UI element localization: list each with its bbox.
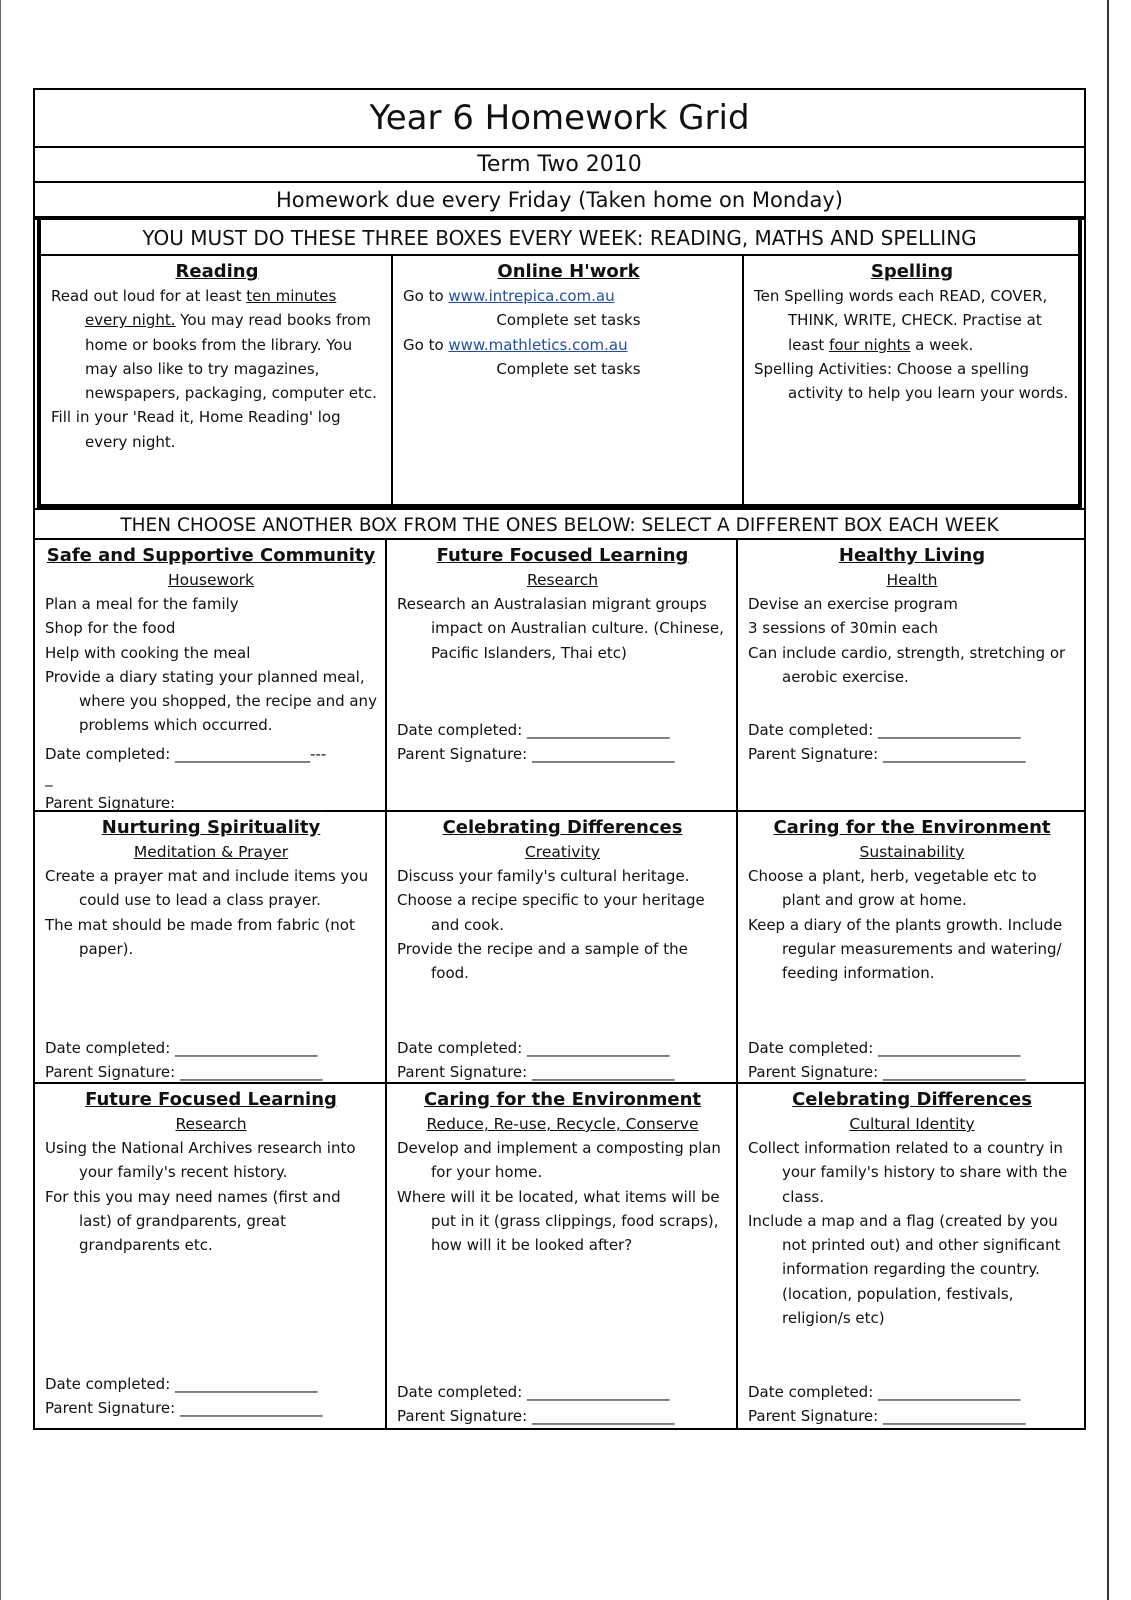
page-edge-right (1107, 0, 1109, 1600)
box-line: Provide the recipe and a sample of the food. (397, 939, 688, 983)
online-line-2: Go to www.mathletics.com.au (403, 335, 628, 354)
choice-box (35, 540, 385, 810)
box-subheading: Sustainability (859, 843, 965, 861)
box-heading: Future Focused Learning (85, 1089, 337, 1110)
reading-heading: Reading (175, 261, 259, 282)
box-subheading: Research (526, 571, 599, 589)
online-task-2: Complete set tasks (496, 359, 641, 378)
box-line: Research an Australasian migrant groups impact on Australian culture. (Chinese, Pacific Islanders, Thai etc) (397, 595, 724, 662)
mandatory-row (41, 256, 1078, 504)
box-line: Where will it be located, what items will be put in it (grass clippings, food scraps), how will it be looked after? (397, 1187, 720, 1255)
box-heading: Future Focused Learning (436, 545, 689, 566)
date-completed-field[interactable]: Date completed: ___________________ (748, 1039, 1021, 1057)
box-line: Provide a diary stating your planned meal, where you shopped, the recipe and any problems which occurred. (45, 667, 377, 735)
box-subheading: Meditation & Prayer (133, 843, 289, 861)
box-subheading: Housework (167, 571, 255, 589)
online-line-1: Go to www.intrepica.com.au (403, 287, 615, 305)
choice-box (385, 812, 736, 1082)
box-heading: Caring for the Environment (423, 1089, 702, 1110)
signature-block (397, 1036, 728, 1085)
page-edge-left (0, 0, 1, 1600)
box-heading: Celebrating Differences (442, 817, 683, 838)
box-line: Collect information related to a country in your family's history to share with the class. (748, 1139, 1068, 1206)
signature-block (45, 742, 377, 815)
box-subheading: Health (886, 571, 938, 589)
box-heading: Nurturing Spirituality (101, 817, 321, 838)
reading-box (41, 256, 391, 504)
page-title: Year 6 Homework Grid (35, 90, 1084, 148)
box-line: Plan a meal for the family (45, 595, 239, 613)
choice-row-1 (35, 540, 1084, 812)
parent-signature-field[interactable]: Parent Signature: ___________________ (397, 745, 675, 764)
reading-line-1: Read out loud for at least ten minutes every night. You may read books from home or books from the library. You may also like to try magazines, newspapers, packaging, computer etc. (51, 287, 377, 403)
signature-block (45, 1372, 377, 1421)
date-completed-field[interactable]: Date completed: ___________________ (397, 721, 670, 739)
mandatory-banner: YOU MUST DO THESE THREE BOXES EVERY WEEK: READING, MATHS AND SPELLING (41, 220, 1078, 256)
mathletics-link[interactable]: www.mathletics.com.au (448, 335, 628, 354)
box-line: Include a map and a flag (created by you not printed out) and other significant information regarding the country. (location, population, festivals, religion/s etc) (748, 1211, 1061, 1328)
box-subheading: Cultural Identity (849, 1115, 975, 1133)
box-line: Keep a diary of the plants growth. Include regular measurements and watering/ feeding information. (748, 915, 1063, 983)
choice-box (736, 540, 1084, 810)
choose-banner: THEN CHOOSE ANOTHER BOX FROM THE ONES BELOW: SELECT A DIFFERENT BOX EACH WEEK (35, 508, 1084, 540)
box-heading: Safe and Supportive Community (46, 545, 376, 566)
spelling-heading: Spelling (870, 261, 954, 282)
choice-row-2 (35, 812, 1084, 1084)
choice-box (35, 1084, 385, 1428)
choice-box (385, 540, 736, 810)
parent-signature-field[interactable]: Parent Signature: ___________________ (748, 1063, 1026, 1082)
box-line: Choose a plant, herb, vegetable etc to plant and grow at home. (748, 867, 1037, 910)
date-completed-field[interactable]: Date completed: ___________________ (397, 1383, 670, 1401)
parent-signature-field[interactable]: Parent Signature: ___________________ (397, 1063, 675, 1082)
box-line: 3 sessions of 30min each (748, 619, 938, 638)
box-line: For this you may need names (first and last) of grandparents, great grandparents etc. (45, 1187, 341, 1255)
reading-line-2: Fill in your 'Read it, Home Reading' log every night. (51, 408, 341, 451)
box-line: Help with cooking the meal (45, 643, 251, 662)
mandatory-section (37, 220, 1082, 508)
box-heading: Caring for the Environment (773, 817, 1051, 838)
parent-signature-field[interactable]: Parent Signature: ___________________ (397, 1407, 675, 1426)
date-completed-field[interactable]: Date completed: ___________________ (45, 1375, 318, 1393)
box-line: Create a prayer mat and include items you could use to lead a class prayer. (45, 867, 369, 910)
box-line: Choose a recipe specific to your heritage and cook. (397, 891, 705, 934)
choice-box (736, 1084, 1084, 1428)
box-heading: Healthy Living (838, 545, 986, 566)
parent-signature-field[interactable]: Parent Signature: ___________________ (45, 1399, 323, 1418)
date-completed-field[interactable]: Date completed: __________________--- (45, 745, 327, 763)
due-notice: Homework due every Friday (Taken home on Monday) (35, 183, 1084, 220)
signature-block (748, 1380, 1076, 1429)
spelling-line-2: Spelling Activities: Choose a spelling activity to help you learn your words. (754, 359, 1069, 403)
date-completed-overflow: _ (45, 769, 53, 788)
parent-signature-field[interactable]: Parent Signature: ___________________ (748, 745, 1026, 764)
signature-block (397, 1380, 728, 1429)
box-line: Can include cardio, strength, stretching or aerobic exercise. (748, 643, 1066, 686)
signature-block (748, 1036, 1076, 1085)
box-line: The mat should be made from fabric (not paper). (45, 915, 355, 958)
signature-block (397, 718, 728, 767)
online-heading: Online H'work (497, 261, 640, 282)
date-completed-field[interactable]: Date completed: ___________________ (45, 1039, 318, 1057)
choice-row-3 (35, 1084, 1084, 1428)
box-line: Discuss your family's cultural heritage. (397, 867, 690, 885)
box-heading: Celebrating Differences (792, 1089, 1032, 1110)
date-completed-field[interactable]: Date completed: ___________________ (397, 1039, 670, 1057)
term-label: Term Two 2010 (35, 148, 1084, 183)
intrepica-link[interactable]: www.intrepica.com.au (448, 287, 615, 305)
homework-grid (33, 88, 1086, 1430)
date-completed-field[interactable]: Date completed: ___________________ (748, 721, 1021, 739)
parent-signature-field[interactable]: Parent Signature: ___________________ (45, 1063, 323, 1082)
choice-box (35, 812, 385, 1082)
box-line: Develop and implement a composting plan for your home. (397, 1139, 721, 1182)
signature-block (45, 1036, 377, 1085)
signature-block (748, 718, 1076, 767)
choice-box (736, 812, 1084, 1082)
choice-box (385, 1084, 736, 1428)
box-line: Devise an exercise program (748, 595, 958, 613)
online-task-1: Complete set tasks (496, 311, 641, 330)
box-line: Using the National Archives research into your family's recent history. (45, 1139, 356, 1182)
date-completed-field[interactable]: Date completed: ___________________ (748, 1383, 1021, 1401)
box-line: Shop for the food (45, 619, 176, 638)
parent-signature-field[interactable]: Parent Signature: ___________________ (45, 793, 323, 812)
online-homework-box (391, 256, 742, 504)
parent-signature-field[interactable]: Parent Signature: ___________________ (748, 1407, 1026, 1426)
spelling-box (742, 256, 1078, 504)
box-subheading: Research (175, 1115, 247, 1133)
box-subheading: Creativity (524, 843, 600, 861)
box-subheading: Reduce, Re-use, Recycle, Conserve (426, 1115, 699, 1133)
spelling-line-1: Ten Spelling words each READ, COVER, THINK, WRITE, CHECK. Practise at least four nights a week. (754, 287, 1048, 354)
